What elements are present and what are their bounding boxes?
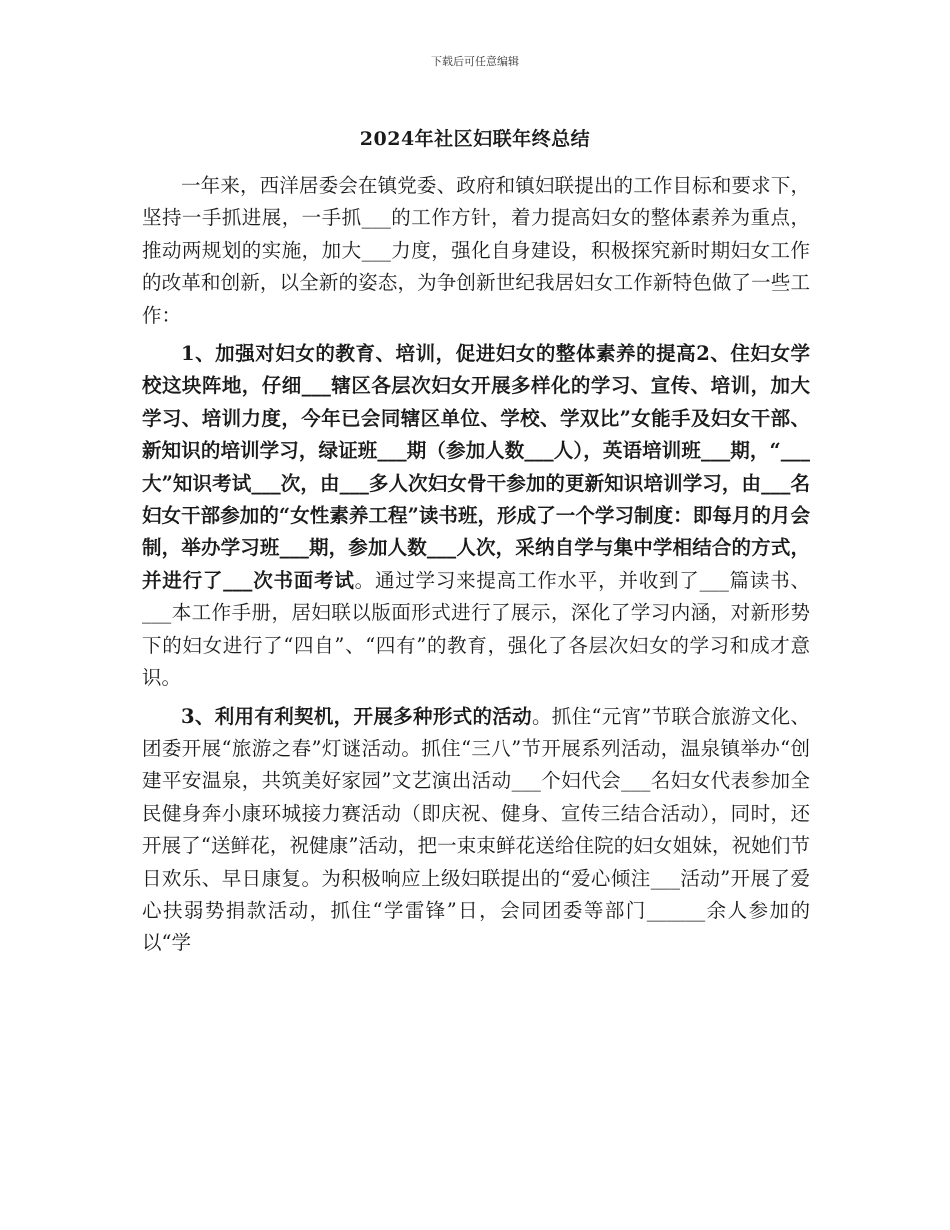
paragraph-education-text: 。通过学习来提高工作水平，并收到了___篇读书、___本工作手册，居妇联以版面形式进行了展示，深化了学习内涵，对新形势下的妇女进行了“四自”、“四有”的教育，强化了各层次妇女的学习和成才意识。 [142, 568, 810, 690]
paragraph-education-heading: 1、加强对妇女的教育、培训，促进妇女的整体素养的提高2、住妇女学校这块阵地，仔细___辖区各层次妇女开展多样化的学习、宣传、培训，加大学习、培训力度，今年已会同辖区单位、学校、学双比”女能手及妇女干部、新知识的培训学习，绿证班___期（参加人数___人），英语培训班___期，“___大”知识考试___次，由___多人次妇女骨干参加的更新知识培训学习，由___名妇女干部参加的“女性素养工程”读书班，形成了一个学习制度：即每月的月会制，举办学习班___期，参加人数___人次，采纳自学与集中学相结合的方式，并进行了___次书面考试 [142, 342, 810, 592]
paragraph-activities-text: 。抓住“元宵”节联合旅游文化、团委开展“旅游之春”灯谜活动。抓住“三八”节开展系列活动，温泉镇举办“创建平安温泉，共筑美好家园”文艺演出活动___个妇代会___名妇女代表参加全民健身奔小康环城接力赛活动（即庆祝、健身、宣传三结合活动），同时，还开展了“送鲜花，祝健康”活动，把一束束鲜花送给住院的妇女姐妹，祝她们节日欢乐、早日康复。为积极响应上级妇联提出的“爱心倾注___活动”开展了爱心扶弱势捐款活动，抓住“学雷锋”日，会同团委等部门______余人参加的以“学 [142, 704, 810, 955]
paragraph-intro: 一年来，西洋居委会在镇党委、政府和镇妇联提出的工作目标和要求下，坚持一手抓进展，一手抓___的工作方针，着力提高妇女的整体素养为重点，推动两规划的实施，加大___力度，强化自身建设，积极探究新时期妇女工作的改革和创新，以全新的姿态，为争创新世纪我居妇女工作新特色做了一些工作： [142, 174, 810, 327]
paragraph-activities [142, 701, 810, 960]
paragraph-education [142, 338, 810, 694]
document-title: 2024年社区妇联年终总结 [359, 128, 591, 150]
paragraph-activities-heading: 3、利用有利契机，开展多种形式的活动 [181, 704, 532, 728]
document-body [142, 170, 810, 966]
header-note: 下载后可任意编辑 [431, 55, 519, 68]
